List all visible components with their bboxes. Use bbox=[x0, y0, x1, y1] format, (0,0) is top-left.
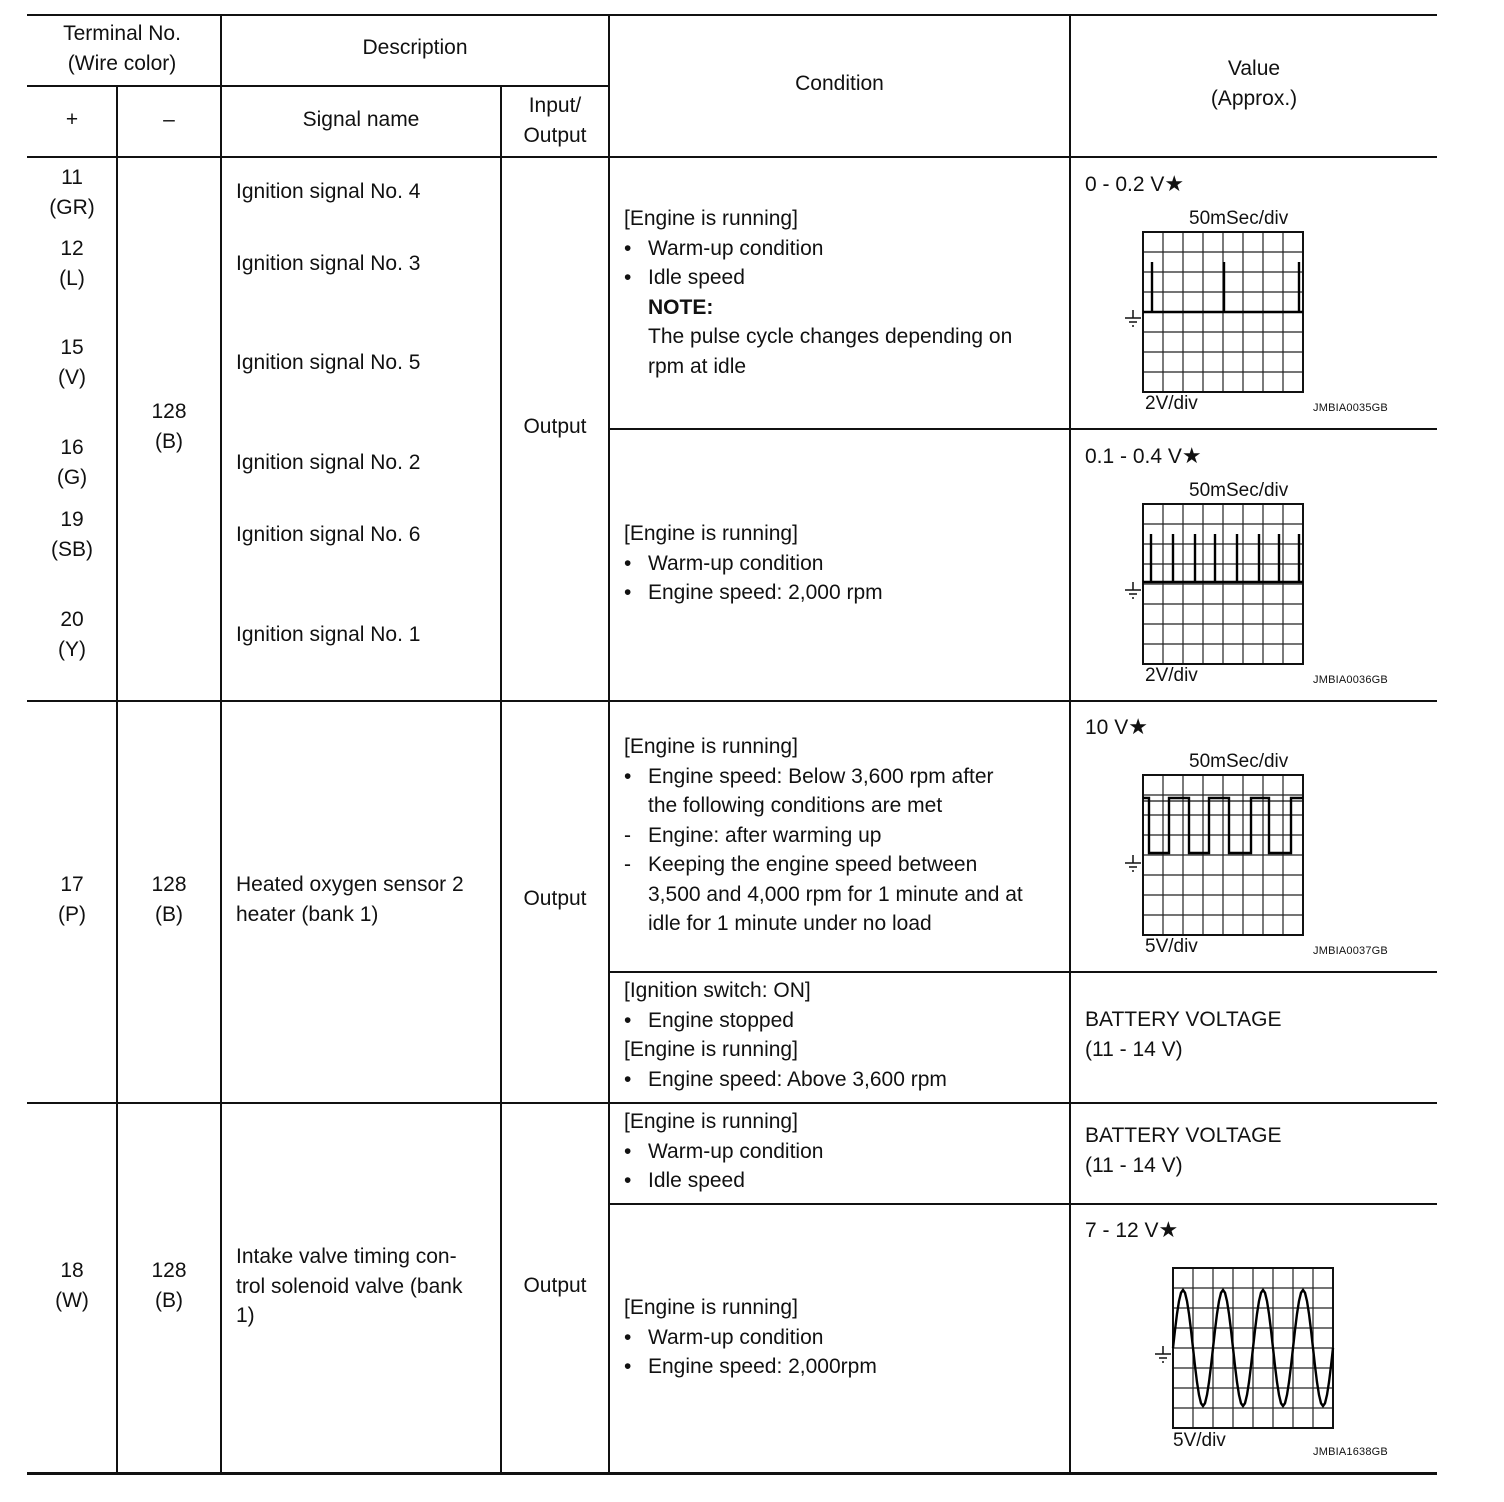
value-reading bbox=[1085, 1005, 1281, 1064]
signal-line: Intake valve timing con- bbox=[236, 1245, 457, 1268]
signal-line: Heated oxygen sensor 2 bbox=[236, 873, 464, 896]
bullet-text: Engine speed: Above 3,600 rpm bbox=[648, 1067, 947, 1091]
terminal-18 bbox=[27, 1256, 117, 1315]
header-io-line1: Input/ bbox=[528, 94, 582, 117]
ground-terminal bbox=[118, 1256, 220, 1315]
terminal-num: 16 bbox=[60, 436, 84, 459]
condition-bullet: • Warm-up condition bbox=[624, 236, 824, 260]
condition-bullet: • Engine speed: Below 3,600 rpm after bbox=[624, 764, 994, 788]
condition-bullet: • Idle speed bbox=[624, 1169, 745, 1192]
volt-scale: 2V/div bbox=[1145, 665, 1198, 686]
star-icon: ★ bbox=[1158, 1217, 1179, 1242]
ground-color: (B) bbox=[155, 902, 183, 926]
dash-continuation: idle for 1 minute under no load bbox=[648, 912, 932, 935]
dash-continuation: 3,500 and 4,000 rpm for 1 minute and at bbox=[648, 882, 1023, 906]
signal-name: Ignition signal No. 4 bbox=[236, 180, 421, 203]
time-scale: 50mSec/div bbox=[1189, 751, 1289, 772]
header-terminal-line2: (Wire color) bbox=[67, 51, 177, 75]
bullet-continuation: the following conditions are met bbox=[648, 794, 943, 817]
ground-num: 128 bbox=[151, 400, 187, 423]
signal-line: 1) bbox=[236, 1304, 255, 1327]
terminal-color: (L) bbox=[59, 266, 85, 290]
condition-bullet: • Engine speed: Above 3,600 rpm bbox=[624, 1067, 947, 1091]
star-icon: ★ bbox=[1164, 171, 1185, 196]
col-rule-4 bbox=[608, 14, 610, 1474]
terminal-color: (GR) bbox=[49, 195, 95, 219]
bullet-text: Engine speed: 2,000rpm bbox=[648, 1355, 877, 1378]
bullet-text: Engine speed: 2,000 rpm bbox=[648, 581, 883, 604]
scope-graphic bbox=[1120, 502, 1310, 667]
condition-bullet: • Engine speed: 2,000 rpm bbox=[624, 581, 883, 604]
ground-terminal bbox=[118, 397, 220, 456]
value-reading bbox=[1085, 1215, 1178, 1246]
terminal-11 bbox=[27, 163, 117, 222]
condition-block bbox=[624, 204, 1012, 381]
rule-g2-sub bbox=[609, 971, 1437, 973]
terminal-color: (W) bbox=[55, 1288, 89, 1312]
oscilloscope-waveform bbox=[1120, 502, 1310, 667]
signal-name: Ignition signal No. 3 bbox=[236, 252, 421, 275]
bullet-text: Engine stopped bbox=[648, 1008, 794, 1032]
signal-line: trol solenoid valve (bank bbox=[236, 1274, 463, 1298]
value-reading bbox=[1085, 712, 1148, 743]
condition-bullet: • Warm-up condition bbox=[624, 1139, 824, 1163]
signal-name: Ignition signal No. 5 bbox=[236, 351, 421, 374]
condition-heading: [Engine is running] bbox=[624, 1038, 798, 1061]
value-text: (11 - 14 V) bbox=[1085, 1037, 1183, 1061]
dash-text: Keeping the engine speed between bbox=[648, 853, 978, 876]
condition-block bbox=[624, 1107, 823, 1196]
terminal-num: 20 bbox=[60, 608, 84, 631]
condition-bullet: • Warm-up condition bbox=[624, 1325, 824, 1349]
note-line: The pulse cycle changes depending on bbox=[648, 325, 1013, 348]
note-line: rpm at idle bbox=[648, 354, 747, 378]
header-terminal-line1: Terminal No. bbox=[63, 22, 181, 45]
ground-num: 128 bbox=[151, 1259, 187, 1282]
condition-heading: [Ignition switch: ON] bbox=[624, 979, 811, 1002]
dash-text: Engine: after warming up bbox=[648, 823, 882, 847]
header-value-line2: (Approx.) bbox=[1210, 86, 1298, 110]
terminal-num: 19 bbox=[60, 508, 84, 531]
rule-g3-sub bbox=[609, 1203, 1437, 1205]
terminal-20 bbox=[27, 605, 117, 664]
signal-name bbox=[236, 870, 464, 929]
ground-terminal bbox=[118, 870, 220, 929]
terminal-12 bbox=[27, 234, 117, 293]
value-text: 0.1 - 0.4 V bbox=[1085, 445, 1182, 468]
oscilloscope-waveform bbox=[1120, 230, 1310, 395]
bullet-text: Warm-up condition bbox=[648, 1139, 824, 1163]
terminal-color: (SB) bbox=[51, 537, 93, 561]
value-reading bbox=[1085, 1121, 1281, 1180]
volt-scale: 5V/div bbox=[1173, 1430, 1226, 1451]
condition-bullet: • Engine stopped bbox=[624, 1008, 794, 1032]
figure-id: JMBIA0037GB bbox=[1313, 945, 1388, 957]
bullet-text: Warm-up condition bbox=[648, 236, 824, 260]
header-plus: + bbox=[65, 108, 79, 131]
terminal-num: 17 bbox=[60, 873, 84, 896]
header-signal-name: Signal name bbox=[302, 108, 420, 131]
oscilloscope-waveform bbox=[1150, 1266, 1340, 1431]
volt-scale: 5V/div bbox=[1145, 936, 1198, 957]
value-reading bbox=[1085, 441, 1202, 472]
signal-name: Ignition signal No. 1 bbox=[236, 623, 421, 646]
header-condition: Condition bbox=[795, 72, 884, 95]
terminal-num: 18 bbox=[60, 1259, 84, 1282]
bullet-text: Engine speed: Below 3,600 rpm after bbox=[648, 764, 994, 788]
star-icon: ★ bbox=[1181, 443, 1202, 468]
terminal-color: (V) bbox=[58, 365, 86, 389]
value-reading bbox=[1085, 169, 1184, 200]
rule-bottom bbox=[27, 1472, 1437, 1475]
rule-g1-bottom bbox=[27, 700, 1437, 702]
signal-name: Ignition signal No. 6 bbox=[236, 523, 421, 546]
bullet-text: Warm-up condition bbox=[648, 551, 824, 575]
io-value: Output bbox=[523, 1274, 587, 1297]
condition-dash: - Engine: after warming up bbox=[624, 823, 882, 847]
ground-num: 128 bbox=[151, 873, 187, 896]
condition-block bbox=[624, 519, 883, 608]
scope-graphic bbox=[1120, 773, 1310, 938]
header-minus: – bbox=[163, 108, 175, 131]
condition-dash: - Keeping the engine speed between bbox=[624, 853, 978, 876]
terminal-15 bbox=[27, 333, 117, 392]
col-rule-3 bbox=[500, 85, 502, 1474]
rule-header-bottom bbox=[27, 156, 1437, 158]
terminal-num: 11 bbox=[61, 166, 83, 189]
note-label: NOTE: bbox=[648, 295, 714, 319]
value-text: (11 - 14 V) bbox=[1085, 1153, 1183, 1177]
rule-g1-sub bbox=[609, 428, 1437, 430]
terminal-color: (P) bbox=[58, 902, 86, 926]
condition-bullet: • Engine speed: 2,000rpm bbox=[624, 1355, 877, 1378]
bullet-text: Idle speed bbox=[648, 266, 745, 289]
time-scale: 50mSec/div bbox=[1189, 480, 1289, 501]
star-icon: ★ bbox=[1128, 714, 1148, 739]
oscilloscope-waveform bbox=[1120, 773, 1310, 938]
bullet-text: Idle speed bbox=[648, 1169, 745, 1192]
ground-color: (B) bbox=[155, 1288, 183, 1312]
rule-g2-bottom bbox=[27, 1102, 1437, 1104]
figure-id: JMBIA1638GB bbox=[1313, 1446, 1388, 1458]
header-description: Description bbox=[362, 36, 468, 59]
terminal-num: 12 bbox=[60, 237, 84, 260]
condition-heading: [Engine is running] bbox=[624, 1110, 798, 1133]
condition-heading: [Engine is running] bbox=[624, 522, 798, 545]
io-value: Output bbox=[523, 887, 587, 910]
bullet-text: Warm-up condition bbox=[648, 1325, 824, 1349]
col-rule-2 bbox=[220, 14, 222, 1474]
ground-color: (B) bbox=[155, 429, 183, 453]
terminal-color: (Y) bbox=[58, 637, 86, 661]
condition-heading: [Engine is running] bbox=[624, 1296, 798, 1319]
terminal-num: 15 bbox=[60, 336, 84, 359]
condition-block bbox=[624, 732, 1023, 939]
header-value bbox=[1071, 54, 1437, 113]
value-text: 7 - 12 V bbox=[1085, 1219, 1159, 1242]
value-text: 0 - 0.2 V bbox=[1085, 173, 1165, 196]
value-text: BATTERY VOLTAGE bbox=[1085, 1008, 1282, 1031]
condition-heading: [Engine is running] bbox=[624, 207, 798, 230]
condition-bullet: • Idle speed bbox=[624, 266, 745, 289]
condition-bullet: • Warm-up condition bbox=[624, 551, 824, 575]
scope-graphic bbox=[1150, 1266, 1340, 1431]
rule-header-mid bbox=[27, 85, 609, 87]
header-value-line1: Value bbox=[1227, 57, 1281, 80]
time-scale: 50mSec/div bbox=[1189, 208, 1289, 229]
col-rule-5 bbox=[1069, 14, 1071, 1474]
figure-id: JMBIA0035GB bbox=[1313, 402, 1388, 414]
header-terminal-no bbox=[27, 19, 217, 78]
value-text: 10 V bbox=[1085, 716, 1129, 739]
terminal-19 bbox=[27, 505, 117, 564]
io-value: Output bbox=[523, 415, 587, 438]
signal-line: heater (bank 1) bbox=[236, 902, 379, 926]
figure-id: JMBIA0036GB bbox=[1313, 674, 1388, 686]
volt-scale: 2V/div bbox=[1145, 393, 1198, 414]
header-io-line2: Output bbox=[523, 123, 587, 147]
terminal-17 bbox=[27, 870, 117, 929]
condition-heading: [Engine is running] bbox=[624, 735, 798, 758]
value-text: BATTERY VOLTAGE bbox=[1085, 1124, 1282, 1147]
header-input-output bbox=[502, 91, 608, 150]
terminal-16 bbox=[27, 433, 117, 492]
terminal-color: (G) bbox=[56, 465, 88, 489]
signal-name bbox=[236, 1242, 462, 1331]
signal-name: Ignition signal No. 2 bbox=[236, 451, 421, 474]
scope-graphic bbox=[1120, 230, 1310, 395]
rule-top bbox=[27, 14, 1437, 16]
condition-block bbox=[624, 1293, 877, 1382]
condition-block bbox=[624, 976, 947, 1094]
